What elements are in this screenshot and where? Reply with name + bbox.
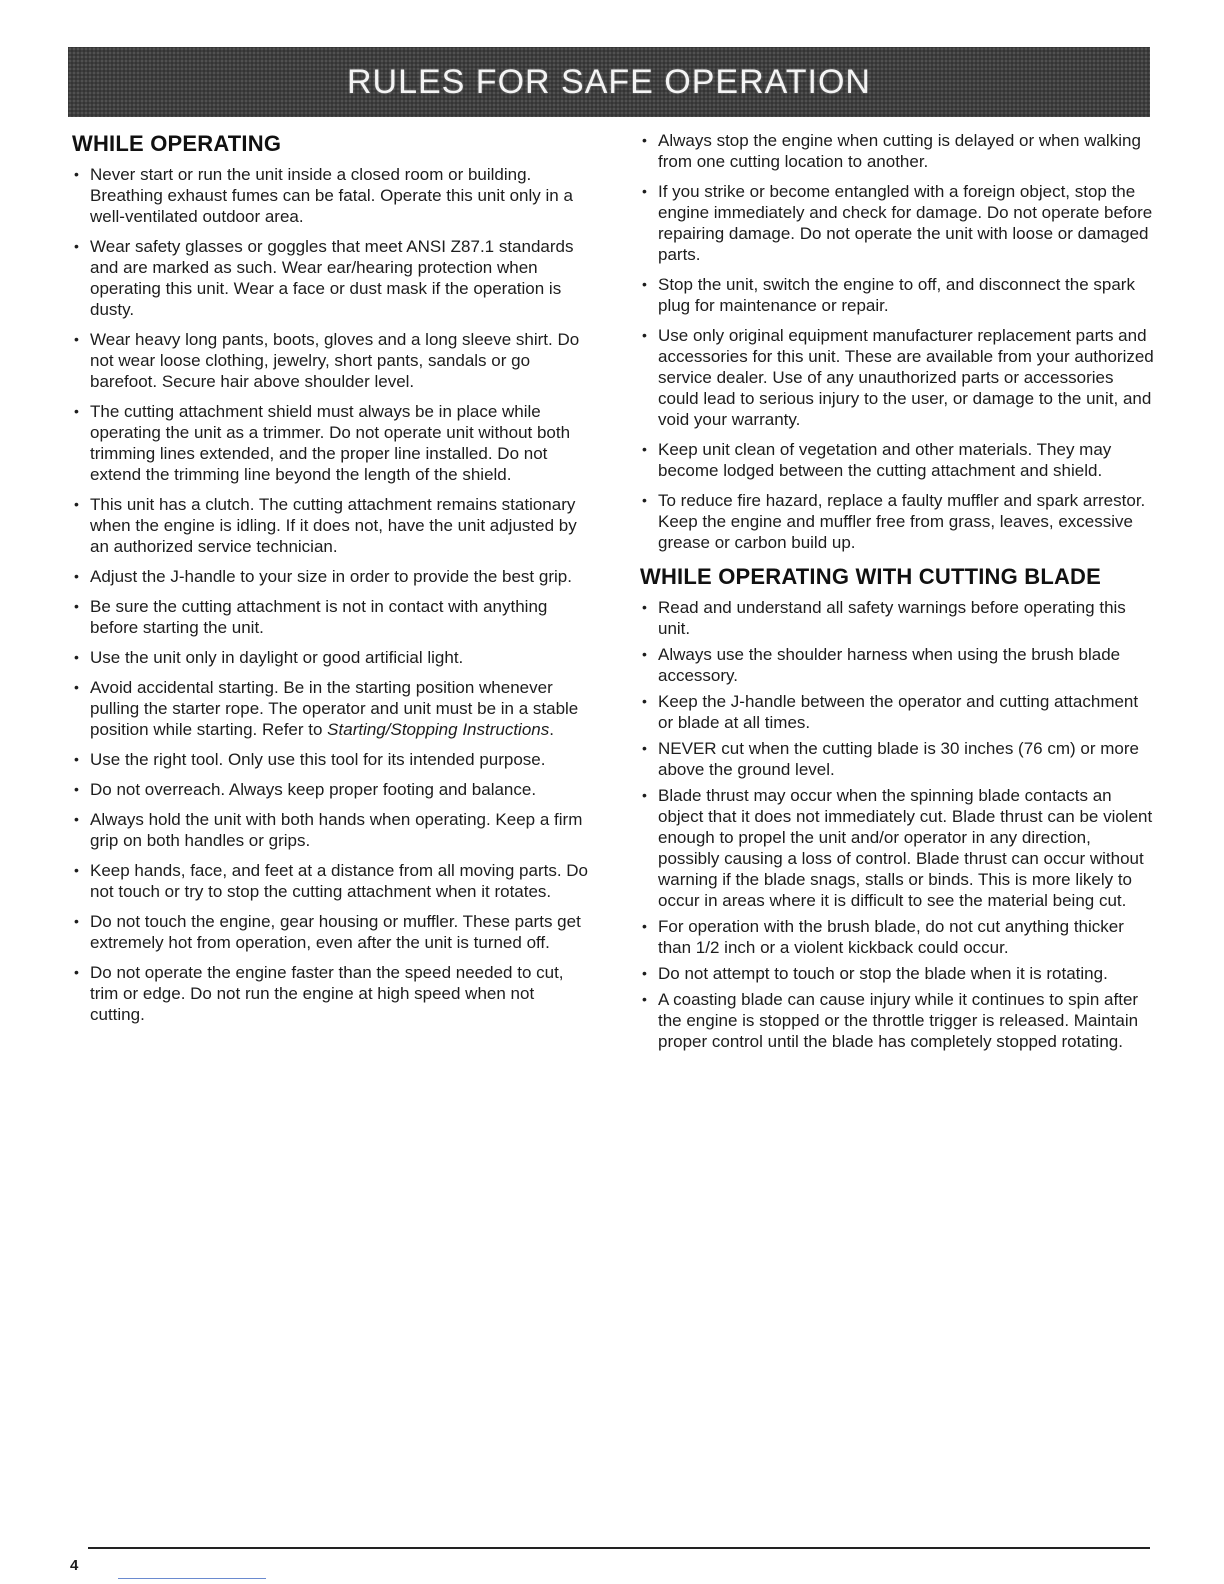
list-item: • Be sure the cutting attachment is not in contact with anything before starting the unit. <box>72 596 592 638</box>
list-item: • Always hold the unit with both hands when operating. Keep a firm grip on both handles or grips. <box>72 809 592 851</box>
list-item: • The cutting attachment shield must always be in place while operating the unit as a trimmer. Do not operate unit without both trimming lines extended, and the proper line installed. Do not extend the trimming line beyond the length of the shield. <box>72 401 592 485</box>
page-number: 4 <box>70 1557 79 1574</box>
list-item: • Wear heavy long pants, boots, gloves and a long sleeve shirt. Do not wear loose clothing, jewelry, short pants, sandals or go barefoot. Secure hair above shoulder level. <box>72 329 592 392</box>
list-item: • Read and understand all safety warnings before operating this unit. <box>640 597 1155 639</box>
list-item: • NEVER cut when the cutting blade is 30 inches (76 cm) or more above the ground level. <box>640 738 1155 780</box>
list-item: • Adjust the J-handle to your size in order to provide the best grip. <box>72 566 592 587</box>
list-item: • To reduce fire hazard, replace a faulty muffler and spark arrestor. Keep the engine and muffler free from grass, leaves, excessive grease or carbon build up. <box>640 490 1155 553</box>
list-item: • Do not overreach. Always keep proper footing and balance. <box>72 779 592 800</box>
while-operating-list <box>72 164 592 1025</box>
section-banner <box>68 47 1150 117</box>
list-item: • Use the unit only in daylight or good artificial light. <box>72 647 592 668</box>
list-item: • Do not operate the engine faster than the speed needed to cut, trim or edge. Do not run the engine at high speed when not cutting. <box>72 962 592 1025</box>
list-item: • Always use the shoulder harness when using the brush blade accessory. <box>640 644 1155 686</box>
footer-divider <box>88 1547 1150 1549</box>
list-item: • Wear safety glasses or goggles that meet ANSI Z87.1 standards and are marked as such. Wear ear/hearing protection when operating this unit. Wear a face or dust mask if the operation is dusty. <box>72 236 592 320</box>
list-item: • Keep hands, face, and feet at a distance from all moving parts. Do not touch or try to stop the cutting attachment when it rotates. <box>72 860 592 902</box>
starting-text: Avoid accidental starting. Be in the starting position whenever pulling the starter rope. The operator and unit must be in a stable position while starting. Refer to <box>90 678 579 739</box>
list-item: • Stop the unit, switch the engine to off, and disconnect the spark plug for maintenance or repair. <box>640 274 1155 316</box>
list-item: • Keep unit clean of vegetation and other materials. They may become lodged between the cutting attachment and shield. <box>640 439 1155 481</box>
list-item: • Keep the J-handle between the operator and cutting attachment or blade at all times. <box>640 691 1155 733</box>
list-item: • Use the right tool. Only use this tool for its intended purpose. <box>72 749 592 770</box>
cutting-blade-heading: WHILE OPERATING WITH CUTTING BLADE <box>640 564 1102 589</box>
list-item: • Never start or run the unit inside a closed room or building. Breathing exhaust fumes can be fatal. Operate this unit only in a well-ventilated outdoor area. <box>72 164 592 227</box>
footer-underline <box>118 1578 266 1579</box>
list-item: • A coasting blade can cause injury while it continues to spin after the engine is stopped or the throttle trigger is released. Maintain proper control until the blade has completely stopped rotating. <box>640 989 1155 1052</box>
cutting-blade-list <box>640 597 1155 1052</box>
while-operating-continued-list <box>640 130 1155 553</box>
left-column <box>72 130 592 1034</box>
list-item-starting <box>72 677 592 740</box>
list-item: • For operation with the brush blade, do not cut anything thicker than 1/2 inch or a violent kickback could occur. <box>640 916 1155 958</box>
list-item: • Do not touch the engine, gear housing or muffler. These parts get extremely hot from operation, even after the unit is turned off. <box>72 911 592 953</box>
banner-title: RULES FOR SAFE OPERATION <box>346 62 871 101</box>
starting-reference: Starting/Stopping Instructions <box>327 720 550 739</box>
list-item: • This unit has a clutch. The cutting attachment remains stationary when the engine is idling. If it does not, have the unit adjusted by an authorized service technician. <box>72 494 592 557</box>
list-item: • Always stop the engine when cutting is delayed or when walking from one cutting location to another. <box>640 130 1155 172</box>
while-operating-heading: WHILE OPERATING <box>72 131 282 156</box>
list-item: • Blade thrust may occur when the spinning blade contacts an object that it does not immediately cut. Blade thrust can be violent enough to propel the unit and/or operator in any direction, possibly causing a loss of control. Blade thrust can occur without warning if the blade snags, stalls or binds. This is more likely to occur in areas where it is difficult to see the material being cut. <box>640 785 1155 911</box>
list-item: • Use only original equipment manufacturer replacement parts and accessories for this unit. These are available from your authorized service dealer. Use of any unauthorized parts or accessories could lead to serious injury to the user, or damage to the unit, and void your warranty. <box>640 325 1155 430</box>
right-column <box>640 130 1155 1057</box>
starting-end: . <box>549 720 554 739</box>
list-item: • Do not attempt to touch or stop the blade when it is rotating. <box>640 963 1155 984</box>
list-item: • If you strike or become entangled with a foreign object, stop the engine immediately and check for damage. Do not operate before repairing damage. Do not operate the unit with loose or damaged parts. <box>640 181 1155 265</box>
